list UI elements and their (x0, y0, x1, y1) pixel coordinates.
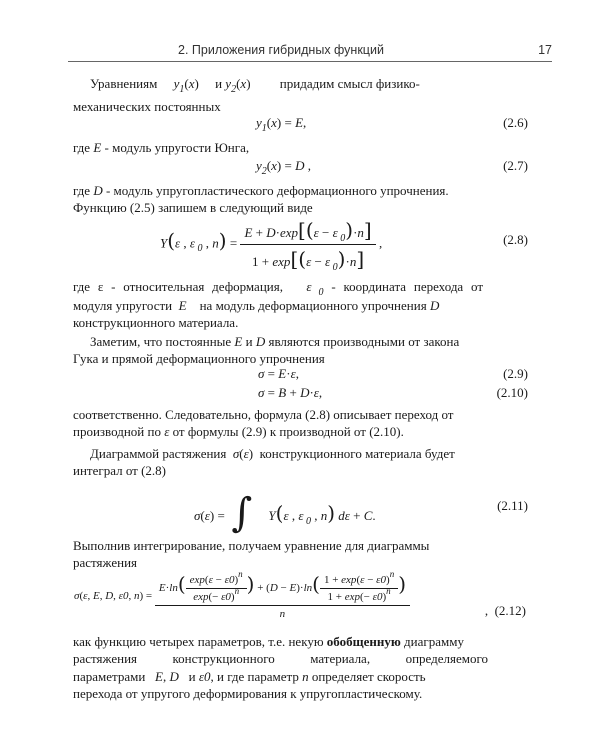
paragraph-line: соответственно. Следовательно, формула (2.8) описывает переход от (73, 407, 454, 422)
equation-number: , (2.12) (484, 603, 526, 618)
header-rule (68, 61, 552, 62)
paragraph-line: растяжения конструкционного материала, определяемого (73, 651, 488, 666)
paragraph-line: Заметим, что постоянные E и D являются производными от закона (90, 334, 460, 349)
paragraph-line: модуля упругости E на модуль деформационного упрочнения D (73, 298, 440, 313)
equation-number: (2.8) (503, 232, 528, 247)
equation-2-6: $y_1(x) = E$, (256, 115, 307, 134)
paragraph-line: Функцию (2.5) запишем в следующий виде (73, 200, 313, 215)
equation-2-11: σ(ε) = ∫ Y(ε , ε $_0$ , n) dε + C. (194, 490, 376, 536)
header-title: 2. Приложения гибридных функций (178, 43, 384, 57)
paragraph-line: перехода от упругого деформирования к упругопластическому. (73, 686, 423, 701)
paragraph-line: Уравнениям $y_1(x)$ и $y_2(x)$ придадим смысл физико- (90, 76, 420, 95)
page-number: 17 (538, 43, 552, 57)
equation-2-8: Y(ε , ε $_0$ , n) = $\frac{E + D\cdot\exp[(\varepsilon - \varepsilon _0)\cdot n]}{1 + \exp[(\varepsilon - \varepsilon _0)\cdot n]}$ , (160, 218, 383, 273)
paragraph-line: Гука и прямой деформационного упрочнения (73, 351, 325, 366)
paragraph-line: как функцию четырех параметров, т.е. некую обобщенную диаграмму (73, 634, 464, 649)
paragraph-line: где ε - относительная деформация, ε $_0$ - координата перехода от (73, 279, 484, 298)
paragraph-line: где D - модуль упругопластического деформационного упрочнения. (73, 183, 449, 198)
equation-2-10: σ = B + D·ε, (258, 385, 323, 400)
equation-number: (2.9) (503, 366, 528, 381)
paragraph-line: растяжения (73, 555, 138, 570)
paragraph-line: Выполнив интегрирование, получаем уравнение для диаграммы (73, 538, 430, 553)
equation-number: (2.10) (496, 385, 528, 400)
paragraph-line: конструкционного материала. (73, 315, 239, 330)
paragraph-line: производной по ε от формулы (2.9) к производной от (2.10). (73, 424, 404, 439)
equation-number: (2.7) (503, 158, 528, 173)
equation-number: (2.11) (497, 498, 528, 513)
equation-2-9: σ = E·ε, (258, 366, 299, 381)
paragraph-line: где E - модуль упругости Юнга, (73, 140, 250, 155)
paragraph-line: параметрами E, D и ε0, и где параметр n определяет скорость (73, 669, 426, 684)
paragraph-line: Диаграммой растяжения σ(ε) конструкционного материала будет (90, 446, 455, 461)
equation-2-7: $y_2(x) = D$ , (256, 158, 311, 177)
paragraph-line: механических постоянных (73, 99, 221, 114)
equation-2-12: σ(ε, E, D, ε0, n) = E·ln( $\frac{\exp(\varepsilon - \varepsilon 0)^n}{\exp(- \varepsilon 0)^n}$ ) + (D − E)·ln( $\frac{1 + \exp(\varepsilon - \varepsilon 0)^n}{1 + \exp(- \varepsilon 0)^n}$ ) n (74, 572, 410, 620)
equation-number: (2.6) (503, 115, 528, 130)
paragraph-line: интеграл от (2.8) (73, 463, 166, 478)
